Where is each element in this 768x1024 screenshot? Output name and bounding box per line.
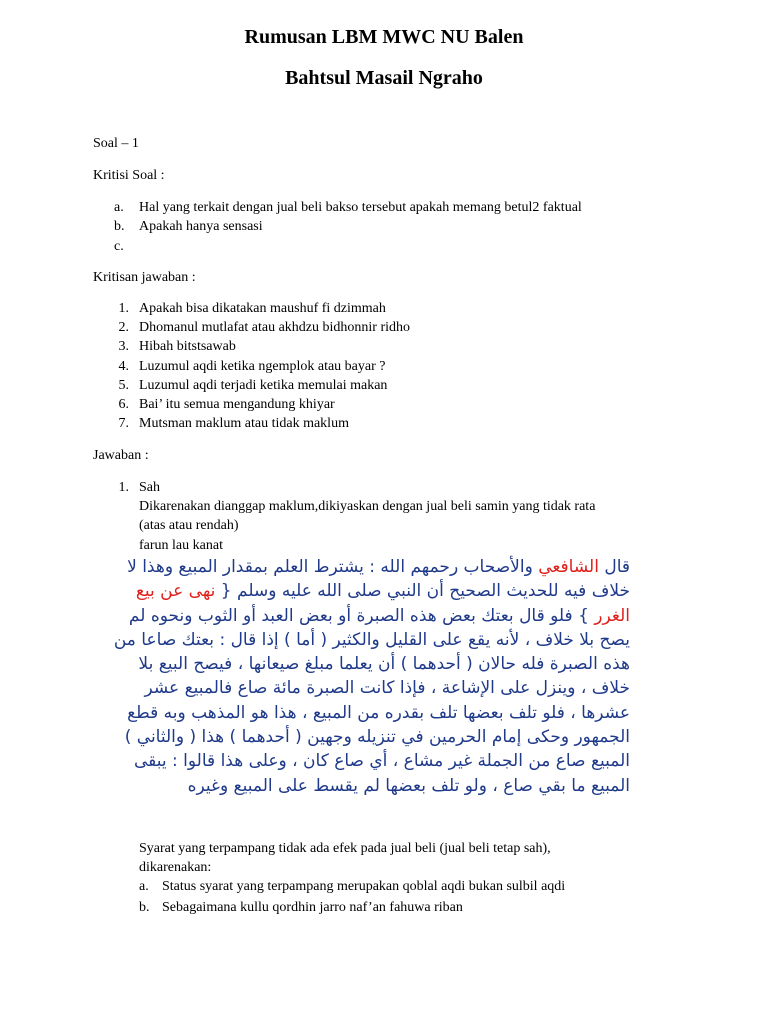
list-number: 3. <box>118 339 129 354</box>
list-marker: b. <box>114 219 125 234</box>
arabic-shafii: الشافعي <box>538 557 599 577</box>
list-number: 6. <box>118 397 129 412</box>
kritisan-jawaban-label: Kritisan jawaban : <box>93 270 196 285</box>
list-number: 5. <box>118 378 129 393</box>
list-number: 7. <box>118 416 129 431</box>
kritisi-soal-label: Kritisi Soal : <box>93 168 165 183</box>
document-title: Rumusan LBM MWC NU Balen <box>244 26 524 48</box>
list-text: Apakah hanya sensasi <box>139 219 263 234</box>
list-number: 4. <box>118 359 129 374</box>
arabic-intro: والأصحاب رحمهم الله : يشترط العلم بمقدار المبيع وهذا لا خلاف فيه للحديث الصحيح أن النبي صلى الله عليه وسلم { <box>127 557 630 602</box>
jawaban-label: Jawaban : <box>93 448 149 463</box>
list-text: Bai’ itu semua mengandung khiyar <box>139 397 335 412</box>
list-number: 1. <box>118 480 129 495</box>
list-marker: b. <box>139 900 150 915</box>
arabic-quote <box>95 555 630 798</box>
list-text: Mutsman maklum atau tidak maklum <box>139 416 349 431</box>
list-number: 2. <box>118 320 129 335</box>
list-marker: a. <box>139 879 149 894</box>
arabic-qal: قال <box>598 557 630 577</box>
list-text: Dhomanul mutlafat atau akhdzu bidhonnir ridho <box>139 320 410 335</box>
list-text: Hal yang terkait dengan jual beli bakso tersebut apakah memang betul2 faktual <box>139 200 582 215</box>
answer-text: Sah <box>139 480 160 495</box>
list-number: 1. <box>118 301 129 316</box>
reason-line-2: (atas atau rendah) <box>139 518 239 533</box>
list-text: Apakah bisa dikatakan maushuf fi dzimmah <box>139 301 386 316</box>
arabic-rest: } فلو قال بعتك بعض هذه الصبرة أو بعض العبد أو الثوب ونحوه لم يصح بلا خلاف ، لأنه يقع على القليل والكثير ( أما ) إذا قال : بعتك صاعا من هذه الصبرة فله حالان ( أحدهما ) أن يعلما مبلغ صيعانها ، فيصح البيع بلا خلاف ، وينزل على الإشاعة ، فإذا كانت الصبرة مائة صاع فالمبيع عشر عشرها ، فلو تلف بعضها تلف بقدره من المبيع ، هذا هو المذهب وبه قطع الجمهور وحكى إمام الحرمين في تنزيله وجهين ( أحدهما ) هذا ( والثاني ) المبيع صاع من الجملة غير مشاع ، أي صاع كان ، وعلى هذا قالوا : يبقى المبيع ما بقي صاع ، ولو تلف بعضها لم يقسط على المبيع وغيره <box>113 605 630 796</box>
list-text: Hibah bitstsawab <box>139 339 236 354</box>
list-marker: a. <box>114 200 124 215</box>
document-subtitle: Bahtsul Masail Ngraho <box>285 67 483 89</box>
soal-heading: Soal – 1 <box>93 136 139 151</box>
list-text: Luzumul aqdi ketika ngemplok atau bayar ? <box>139 359 386 374</box>
list-marker: c. <box>114 239 124 254</box>
arabic-hadith: نهى عن بيع الغرر <box>135 581 630 626</box>
syarat-line-2: dikarenakan: <box>139 860 212 875</box>
list-text: Status syarat yang terpampang merupakan qoblal aqdi bukan sulbil aqdi <box>162 879 566 894</box>
reason-line-1: Dikarenakan dianggap maklum,dikiyaskan dengan jual beli samin yang tidak rata <box>139 499 596 514</box>
reason-line-3: farun lau kanat <box>139 538 223 553</box>
list-text: Luzumul aqdi terjadi ketika memulai makan <box>139 378 388 393</box>
list-text: Sebagaimana kullu qordhin jarro naf’an fahuwa riban <box>162 900 463 915</box>
syarat-line-1: Syarat yang terpampang tidak ada efek pada jual beli (jual beli tetap sah), <box>139 841 551 856</box>
